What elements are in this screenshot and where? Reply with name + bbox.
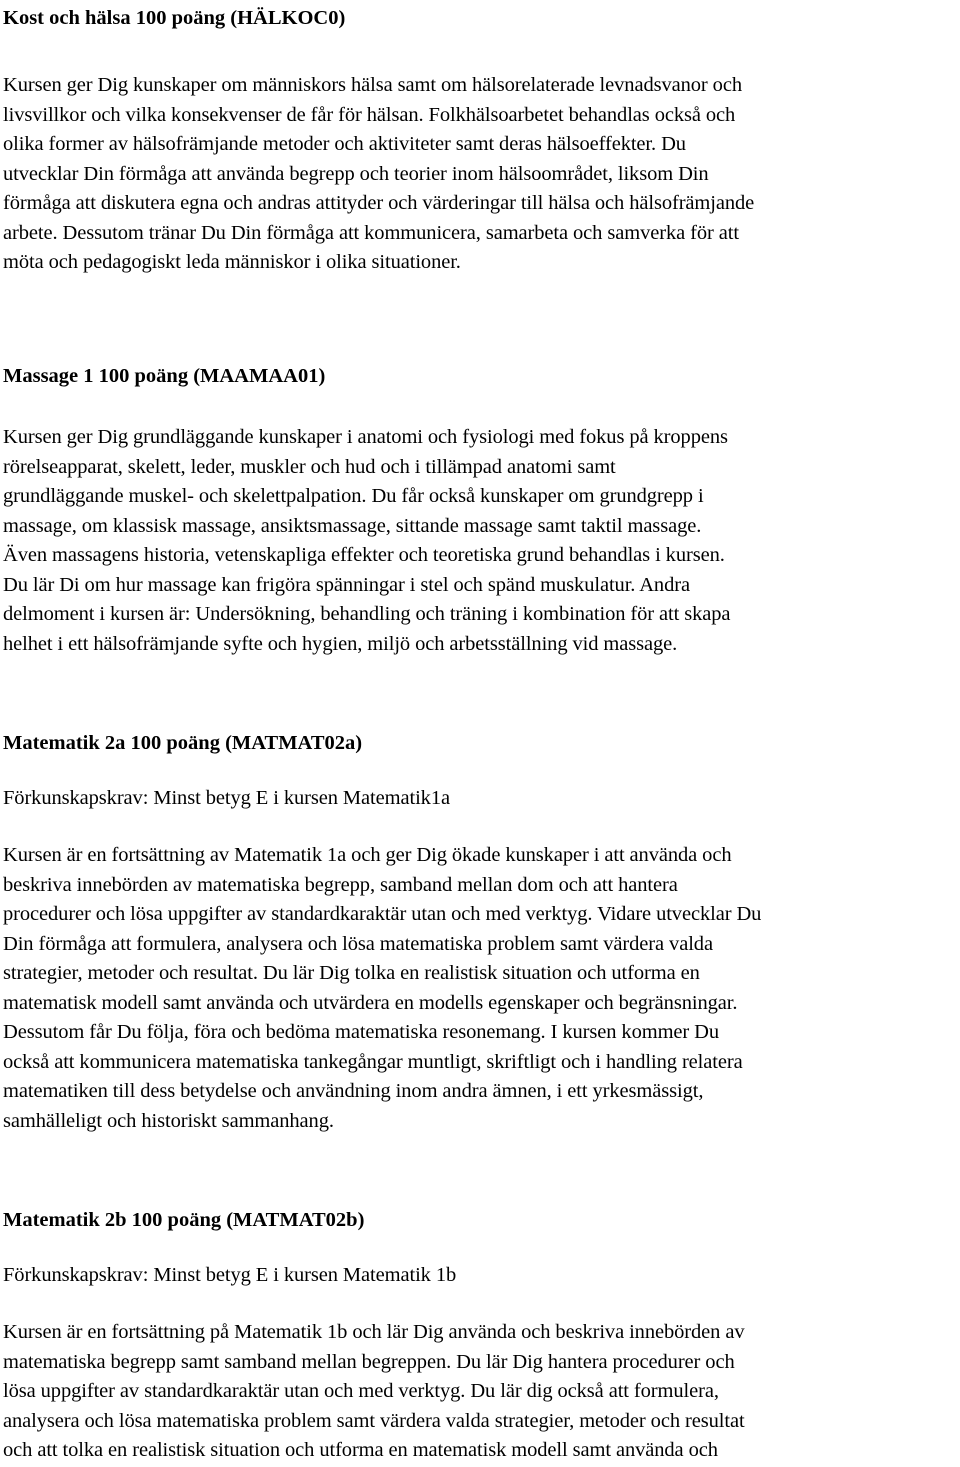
description-line: Dessutom får Du följa, föra och bedöma matematiska resonemang. I kursen kommer Du — [3, 1021, 720, 1043]
description-line: analysera och lösa matematiska problem samt värdera valda strategier, metoder och resultat — [3, 1409, 745, 1432]
description-line: olika former av hälsofrämjande metoder och aktiviteter samt deras hälsoeffekter. Du — [3, 133, 686, 155]
description-line: förmåga att diskutera egna och andras attityder och värderingar till hälsa och hälsofrämjande — [3, 192, 755, 214]
description-line: strategier, metoder och resultat. Du lär Dig tolka en realistisk situation och utforma en — [3, 962, 700, 984]
course-kost-och-halsa — [3, 6, 958, 278]
course-title: Massage 1 100 poäng (MAAMAA01) — [3, 365, 326, 387]
description-line: matematiken till dess betydelse och användning inom andra ämnen, i ett yrkesmässigt, — [3, 1080, 704, 1102]
course-description — [3, 841, 958, 1136]
description-line: Kursen ger Dig kunskaper om människors hälsa samt om hälsorelaterade levnadsvanor och — [3, 74, 742, 96]
course-massage-1 — [3, 364, 958, 659]
description-line: och att tolka en realistisk situation och utforma en matematisk modell samt använda och — [3, 1439, 718, 1461]
description-line: livsvillkor och vilka konsekvenser de får för hälsan. Folkhälsoarbetet behandlas också och — [3, 103, 736, 126]
description-line: också att kommunicera matematiska tankegångar muntligt, skriftligt och i handling relatera — [3, 1050, 743, 1073]
description-line: Kursen är en fortsättning av Matematik 1a och ger Dig ökade kunskaper i att använda och — [3, 844, 732, 866]
course-matematik-2a — [3, 731, 958, 1136]
description-line: matematiska begrepp samt samband mellan begreppen. Du lär Dig hantera procedurer och — [3, 1350, 735, 1373]
description-line: rörelseapparat, skelett, leder, muskler och hud och i tillämpad anatomi samt — [3, 455, 616, 478]
description-line: möta och pedagogiskt leda människor i olika situationer. — [3, 251, 461, 273]
course-matematik-2b — [3, 1208, 958, 1466]
course-description — [3, 423, 958, 659]
description-line: grundläggande muskel- och skelettpalpation. Du får också kunskaper om grundgrepp i — [3, 485, 704, 507]
description-line: matematisk modell samt använda och utvärdera en modells egenskaper och begränsningar. — [3, 991, 738, 1014]
course-title: Matematik 2b 100 poäng (MATMAT02b) — [3, 1209, 365, 1231]
description-line: samhälleligt och historiskt sammanhang. — [3, 1109, 334, 1132]
description-line: Kursen ger Dig grundläggande kunskaper i anatomi och fysiologi med fokus på kroppens — [3, 426, 728, 448]
description-line: Kursen är en fortsättning på Matematik 1b och lär Dig använda och beskriva innebörden av — [3, 1321, 745, 1343]
description-line: delmoment i kursen är: Undersökning, behandling och träning i kombination för att skapa — [3, 603, 731, 625]
description-line: arbete. Dessutom tränar Du Din förmåga att kommunicera, samarbeta och samverka för att — [3, 221, 739, 244]
description-line: utvecklar Din förmåga att använda begrepp och teorier inom hälsoområdet, liksom Din — [3, 162, 709, 185]
description-line: helhet i ett hälsofrämjande syfte och hygien, miljö och arbetsställning vid massage. — [3, 632, 678, 655]
course-prerequisite: Förkunskapskrav: Minst betyg E i kursen Matematik1a — [3, 787, 450, 809]
description-line: Även massagens historia, vetenskapliga effekter och teoretiska grund behandlas i kursen. — [3, 544, 725, 566]
description-line: massage, om klassisk massage, ansiktsmassage, sittande massage samt taktil massage. — [3, 514, 702, 537]
description-line: beskriva innebörden av matematiska begrepp, samband mellan dom och att hantera — [3, 873, 678, 896]
description-line: lösa uppgifter av standardkaraktär utan och med verktyg. Du lär dig också att formulera, — [3, 1380, 719, 1402]
course-title: Kost och hälsa 100 poäng (HÄLKOC0) — [3, 7, 346, 29]
description-line: Du lär Di om hur massage kan frigöra spänningar i stel och spänd muskulatur. Andra — [3, 573, 690, 596]
course-description — [3, 1318, 958, 1466]
course-title: Matematik 2a 100 poäng (MATMAT02a) — [3, 732, 363, 754]
course-description — [3, 71, 958, 278]
description-line: Din förmåga att formulera, analysera och lösa matematiska problem samt värdera valda — [3, 932, 713, 955]
description-line: procedurer och lösa uppgifter av standardkaraktär utan och med verktyg. Vidare utvecklar Du — [3, 903, 762, 925]
course-prerequisite: Förkunskapskrav: Minst betyg E i kursen Matematik 1b — [3, 1264, 457, 1286]
document-page — [3, 0, 958, 1467]
